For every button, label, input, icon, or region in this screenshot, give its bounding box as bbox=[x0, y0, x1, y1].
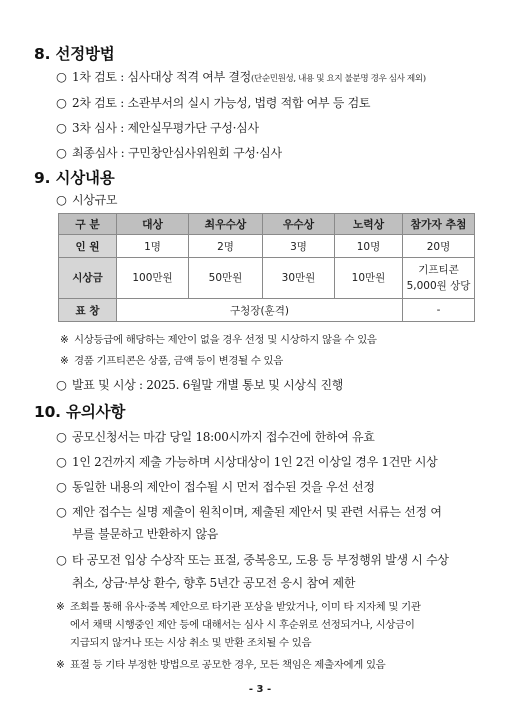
s10-item-5-line2: 취소, 상금·부상 환수, 향후 5년간 공모전 응시 참여 제한 bbox=[72, 576, 356, 590]
s10-note-1-line1: ※ 조회를 통해 유사·중복 제안으로 타기관 포상을 받았거나, 이미 타 지자체 및 기관 bbox=[56, 598, 421, 616]
section-9-heading: 9. 시상내용 bbox=[34, 169, 115, 187]
note-mark-icon: ※ bbox=[60, 334, 69, 346]
s10-item-2: ○ 1인 2건까지 제출 가능하며 시상대상이 1인 2건 이상일 경우 1건만 시상 bbox=[56, 454, 438, 469]
page-number: - 3 - bbox=[248, 684, 272, 695]
table-cell: 50만원 bbox=[189, 258, 263, 299]
table-cell: - bbox=[403, 299, 475, 322]
table-cell: 1명 bbox=[117, 235, 189, 258]
award-table bbox=[58, 213, 475, 322]
s9-note-1: ※ 시상등급에 해당하는 제안이 없을 경우 선정 및 시상하지 않을 수 있음 bbox=[60, 331, 377, 349]
section-10-heading: 10. 유의사항 bbox=[34, 403, 126, 421]
circle-bullet-icon: ○ bbox=[56, 69, 67, 84]
table-cell: 10명 bbox=[335, 235, 403, 258]
header-grand: 대상 bbox=[117, 214, 189, 235]
s9-announce: ○ 발표 및 시상 : 2025. 6월말 개별 통보 및 시상식 진행 bbox=[56, 377, 344, 392]
s10-item-1: ○ 공모신청서는 마감 당일 18:00시까지 접수건에 한하여 유효 bbox=[56, 429, 375, 444]
header-participant-draw: 참가자 추첨 bbox=[403, 214, 475, 235]
note-mark-icon: ※ bbox=[56, 659, 65, 671]
circle-bullet-icon: ○ bbox=[56, 454, 67, 469]
row-label-prize: 시상금 bbox=[59, 258, 117, 299]
row-label-plaque: 표 창 bbox=[59, 299, 117, 322]
table-cell-merged: 구청장(훈격) bbox=[117, 299, 403, 322]
s9-scale-label: ○ 시상규모 bbox=[56, 192, 118, 207]
table-cell: 100만원 bbox=[117, 258, 189, 299]
s8-item-1: ○ 1차 검토 : 심사대상 적격 여부 결정(단순민원성, 내용 및 요지 불분명 경우 심사 제외) bbox=[56, 69, 426, 84]
note-mark-icon: ※ bbox=[60, 355, 69, 367]
s8-item-4: ○ 최종심사 : 구민창안심사위원회 구성·심사 bbox=[56, 145, 282, 160]
s10-item-4-line1: ○ 제안 접수는 실명 제출이 원칙이며, 제출된 제안서 및 관련 서류는 선정 여 bbox=[56, 504, 442, 519]
table-cell: 3명 bbox=[263, 235, 335, 258]
note-mark-icon: ※ bbox=[56, 601, 65, 613]
circle-bullet-icon: ○ bbox=[56, 429, 67, 444]
circle-bullet-icon: ○ bbox=[56, 192, 67, 207]
circle-bullet-icon: ○ bbox=[56, 552, 67, 567]
table-cell-gifticon: 기프티콘 5,000원 상당 bbox=[403, 258, 475, 299]
circle-bullet-icon: ○ bbox=[56, 504, 67, 519]
table-cell: 10만원 bbox=[335, 258, 403, 299]
table-row-plaque bbox=[59, 299, 475, 322]
s10-item-4-line2: 부를 불문하고 반환하지 않음 bbox=[72, 527, 219, 541]
table-cell: 30만원 bbox=[263, 258, 335, 299]
header-category: 구 분 bbox=[59, 214, 117, 235]
s8-item-3: ○ 3차 심사 : 제안실무평가단 구성·심사 bbox=[56, 120, 259, 135]
table-cell: 20명 bbox=[403, 235, 475, 258]
circle-bullet-icon: ○ bbox=[56, 145, 67, 160]
s10-note-1-line3: 지급되지 않거나 또는 시상 취소 및 반환 조치될 수 있음 bbox=[70, 637, 312, 649]
s10-item-3: ○ 동일한 내용의 제안이 접수될 시 먼저 접수된 것을 우선 선정 bbox=[56, 479, 375, 494]
table-row-people bbox=[59, 235, 475, 258]
s9-note-2: ※ 경품 기프티콘은 상품, 금액 등이 변경될 수 있음 bbox=[60, 352, 283, 370]
circle-bullet-icon: ○ bbox=[56, 377, 67, 392]
circle-bullet-icon: ○ bbox=[56, 95, 67, 110]
circle-bullet-icon: ○ bbox=[56, 479, 67, 494]
header-excellence: 최우수상 bbox=[189, 214, 263, 235]
table-row-prize bbox=[59, 258, 475, 299]
header-effort: 노력상 bbox=[335, 214, 403, 235]
s10-note-2: ※ 표절 등 기타 부정한 방법으로 공모한 경우, 모든 책임은 제출자에게 있음 bbox=[56, 656, 385, 674]
circle-bullet-icon: ○ bbox=[56, 120, 67, 135]
s10-note-1-line2: 에서 채택 시행중인 제안 등에 대해서는 심사 시 후순위로 선정되거나, 시상금이 bbox=[70, 619, 415, 631]
s10-item-5-line1: ○ 타 공모전 입상 수상작 또는 표절, 중복응모, 도용 등 부정행위 발생 시 수상 bbox=[56, 552, 449, 567]
table-cell: 2명 bbox=[189, 235, 263, 258]
section-8-heading: 8. 선정방법 bbox=[34, 45, 115, 63]
row-label-people: 인 원 bbox=[59, 235, 117, 258]
header-merit: 우수상 bbox=[263, 214, 335, 235]
s8-item-2: ○ 2차 검토 : 소관부서의 실시 가능성, 법령 적합 여부 등 검토 bbox=[56, 95, 371, 110]
